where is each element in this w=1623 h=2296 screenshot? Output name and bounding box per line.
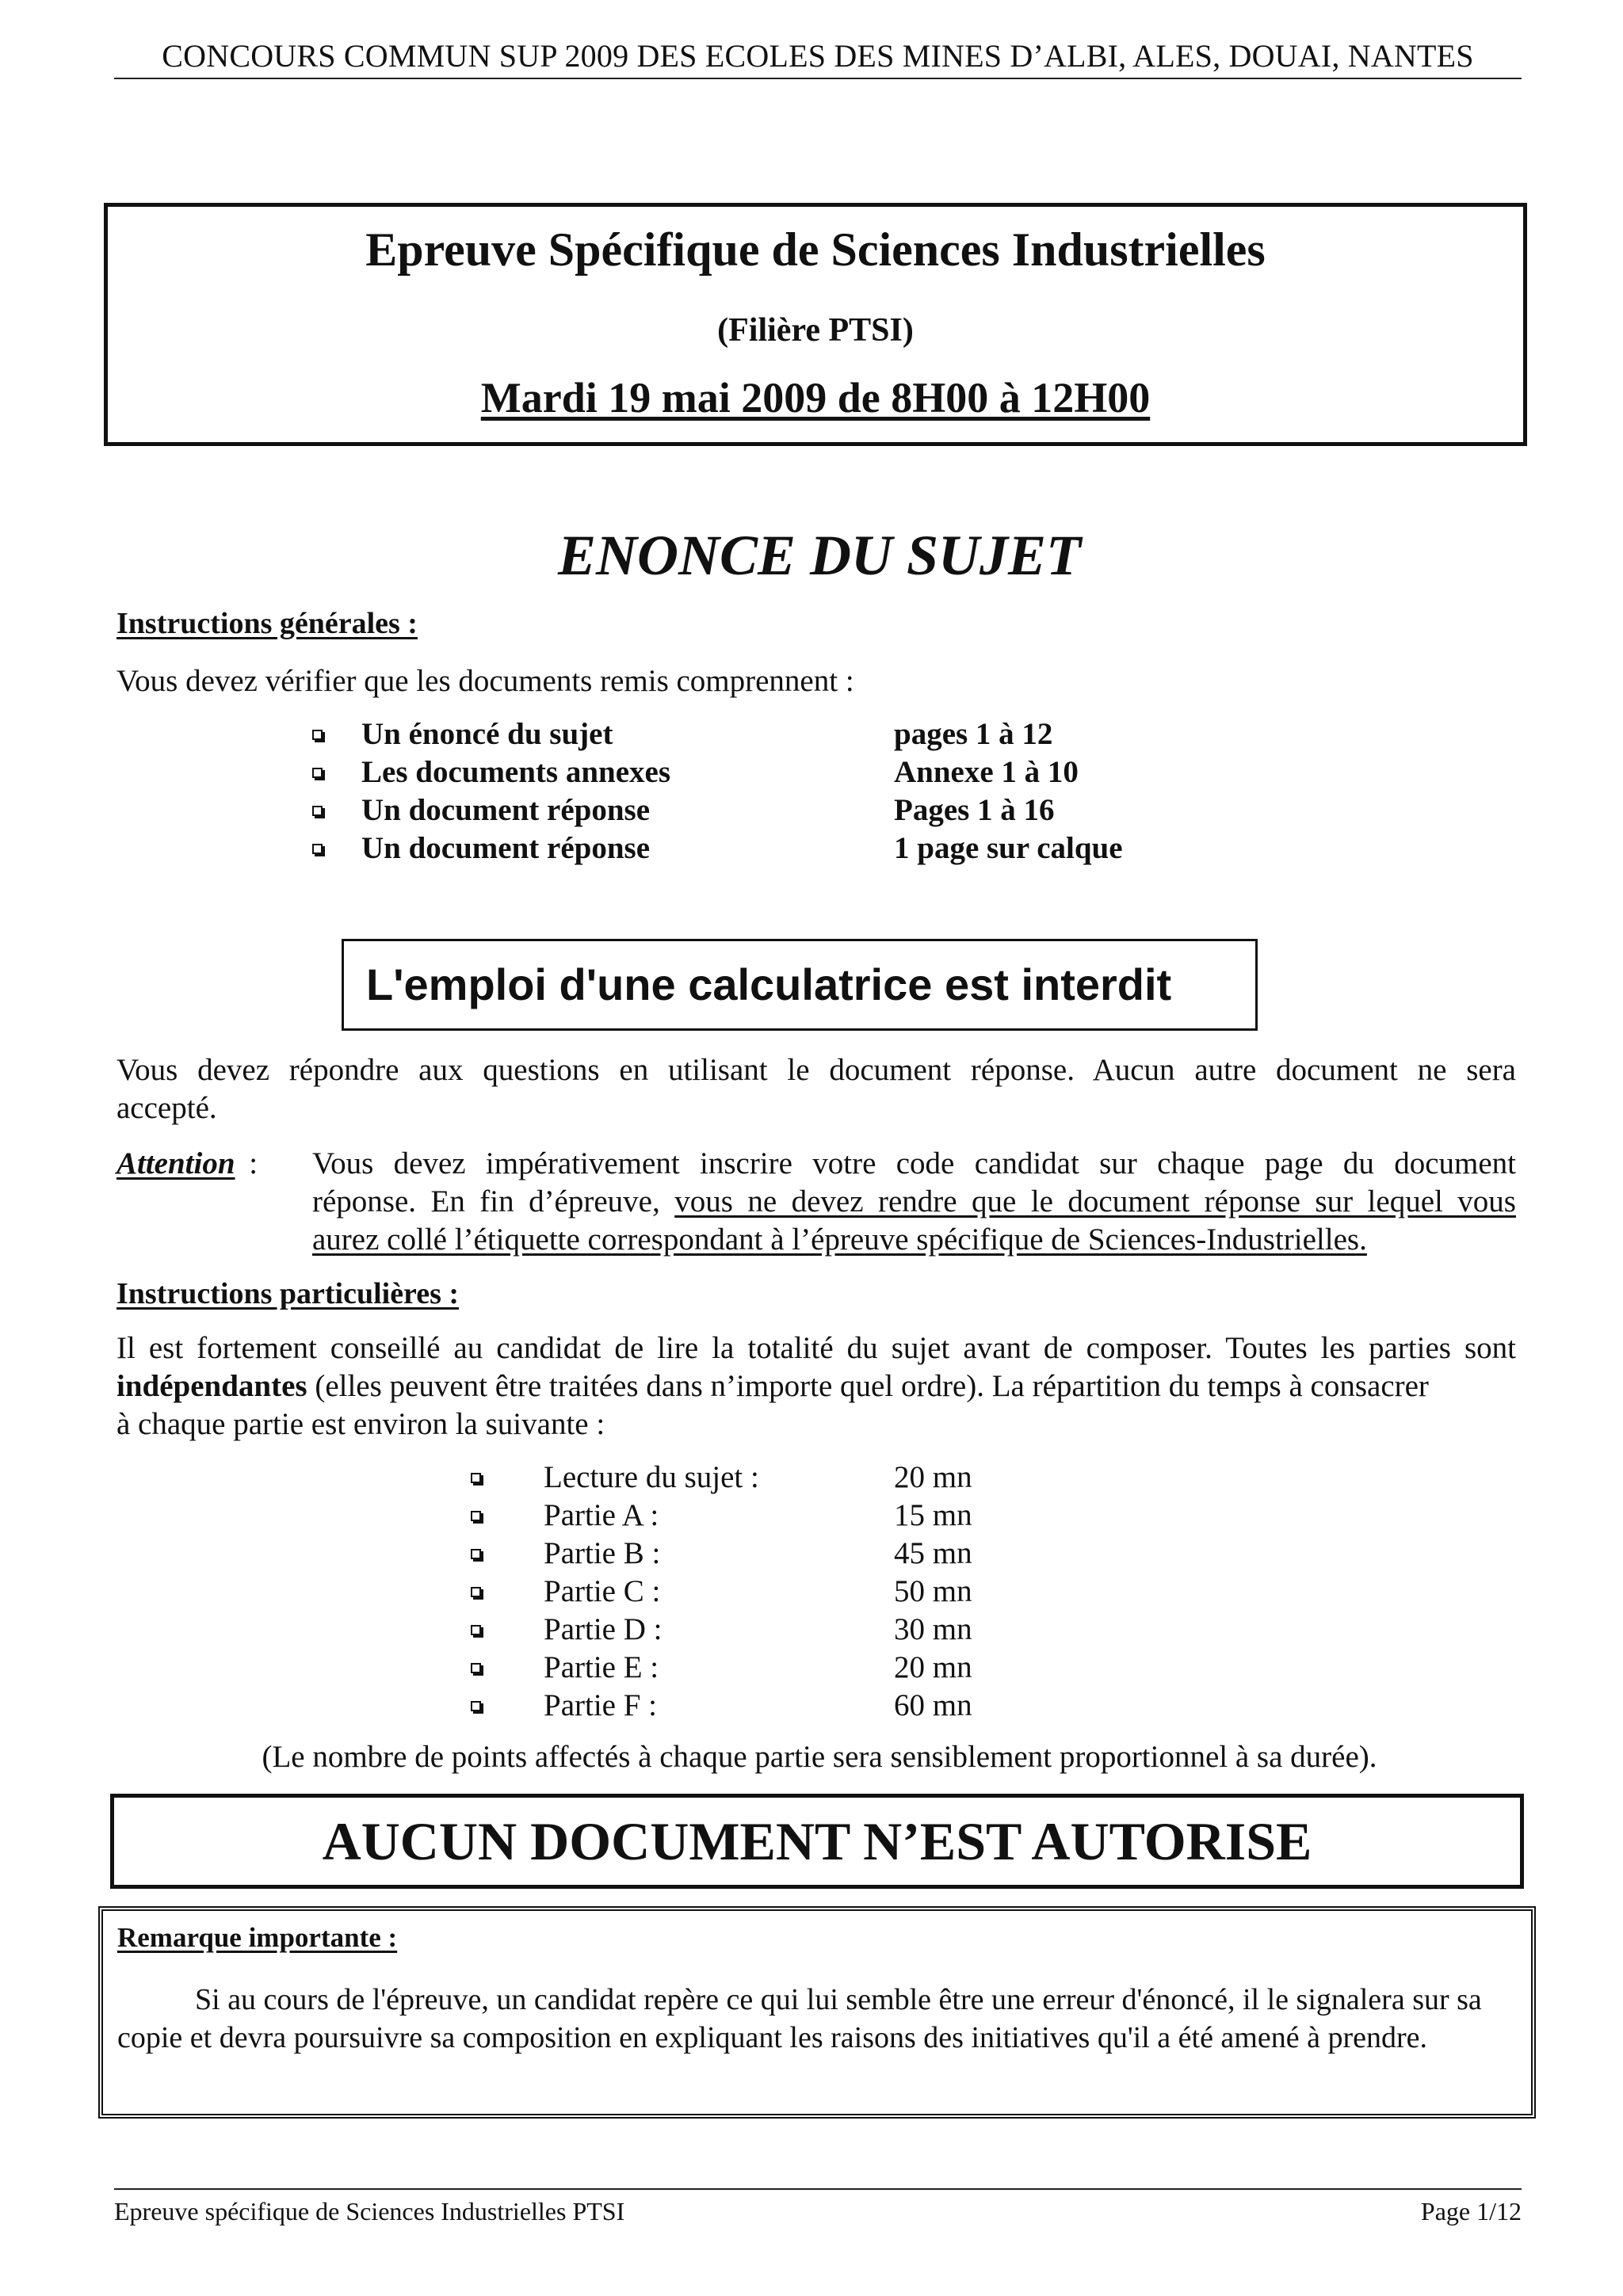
timing-part: Partie C : [544,1574,661,1608]
checkbox-bullet-icon [471,1625,481,1635]
list-item [312,791,1263,830]
timing-duration: 45 mn [894,1536,972,1570]
timing-part: Partie B : [544,1536,661,1570]
timing-duration: 60 mn [894,1688,972,1722]
answer-instructions-line2: accepté. [116,1091,217,1125]
list-item [471,1497,1105,1535]
timing-part: Lecture du sujet : [544,1460,759,1494]
no-document-notice: AUCUN DOCUMENT N’EST AUTORISE [110,1794,1524,1889]
checkbox-bullet-icon [471,1587,481,1597]
checkbox-bullet-icon [471,1701,481,1711]
footer-divider [114,2188,1522,2190]
timing-part: Partie E : [544,1650,659,1684]
enonce-title: ENONCE DU SUJET [557,524,1082,587]
list-item [471,1649,1105,1687]
document-name: Un document réponse [361,831,651,865]
list-item [312,715,1263,753]
checkbox-bullet-icon [312,844,323,854]
filiere-label: (Filière PTSI) [717,312,914,349]
list-item [471,1573,1105,1611]
timing-list [471,1459,1105,1725]
answer-instructions-line1: Vous devez répondre aux questions en utilisant le document réponse. Aucun autre document ne sera [116,1053,1516,1087]
timing-duration: 20 mn [894,1650,972,1684]
title-box [104,203,1527,446]
document-pages: 1 page sur calque [894,831,1123,865]
timing-part: Partie D : [544,1612,663,1646]
list-item [471,1459,1105,1497]
remarque-line2: copie et devra poursuivre sa composition en expliquant les raisons des initiatives qu'il a été amené à prendre. [117,2021,1427,2054]
timing-duration: 15 mn [894,1498,972,1532]
checkbox-bullet-icon [312,768,323,778]
document-name: Les documents annexes [361,755,671,789]
checkbox-bullet-icon [312,730,323,740]
checkbox-bullet-icon [471,1663,481,1673]
page-header: CONCOURS COMMUN SUP 2009 DES ECOLES DES MINES D’ALBI, ALES, DOUAI, NANTES [114,35,1522,79]
document-name: Un document réponse [361,793,651,827]
particular-line3: à chaque partie est environ la suivante : [116,1407,605,1441]
particular-line2: indépendantes (elles peuvent être traitées dans n’importe quel ordre). La répartition du temps à consacrer [116,1369,1429,1403]
footer-left: Epreuve spécifique de Sciences Industrielles PTSI [114,2197,625,2225]
list-item [471,1535,1105,1573]
checkbox-bullet-icon [471,1549,481,1559]
page-number: Page 1/12 [1420,2197,1522,2225]
timing-duration: 50 mn [894,1574,972,1608]
documents-list [312,715,1263,868]
particular-line1: Il est fortement conseillé au candidat de lire la totalité du sujet avant de composer. Toutes les parties sont [116,1331,1516,1365]
exam-title: Epreuve Spécifique de Sciences Industrielles [365,223,1266,276]
points-note: (Le nombre de points affectés à chaque partie sera sensiblement proportionnel à sa durée). [262,1740,1377,1774]
general-instructions-heading: Instructions générales : [116,607,418,640]
document-pages: Pages 1 à 16 [894,793,1055,827]
timing-duration: 30 mn [894,1612,972,1646]
attention-label: Attention : [116,1146,258,1180]
list-item [312,830,1263,868]
list-item [312,753,1263,791]
timing-part: Partie A : [544,1498,659,1532]
checkbox-bullet-icon [312,806,323,816]
document-name: Un énoncé du sujet [361,717,613,751]
particular-instructions-heading: Instructions particulières : [116,1277,460,1310]
checkbox-bullet-icon [471,1511,481,1521]
checkbox-bullet-icon [471,1473,481,1483]
remarque-heading: Remarque importante : [117,1922,398,1953]
list-item [471,1611,1105,1649]
list-item [471,1687,1105,1725]
remarque-box [98,1906,1536,2119]
attention-line3: aurez collé l’étiquette correspondant à l’épreuve spécifique de Sciences-Industrielles. [312,1222,1367,1257]
timing-part: Partie F : [544,1688,657,1722]
document-pages: pages 1 à 12 [894,717,1053,751]
attention-line2: réponse. En fin d’épreuve, vous ne devez rendre que le document réponse sur lequel vous [312,1184,1516,1219]
remarque-line1: Si au cours de l'épreuve, un candidat repère ce qui lui semble être une erreur d'énoncé, il le signalera sur sa [195,1983,1482,2016]
timing-duration: 20 mn [894,1460,972,1494]
exam-date: Mardi 19 mai 2009 de 8H00 à 12H00 [480,374,1151,421]
document-pages: Annexe 1 à 10 [894,755,1079,789]
calculator-notice: L'emploi d'une calculatrice est interdit [342,939,1258,1031]
general-instructions-intro: Vous devez vérifier que les documents remis comprennent : [116,664,854,698]
attention-line1: Vous devez impérativement inscrire votre code candidat sur chaque page du document [312,1146,1516,1180]
